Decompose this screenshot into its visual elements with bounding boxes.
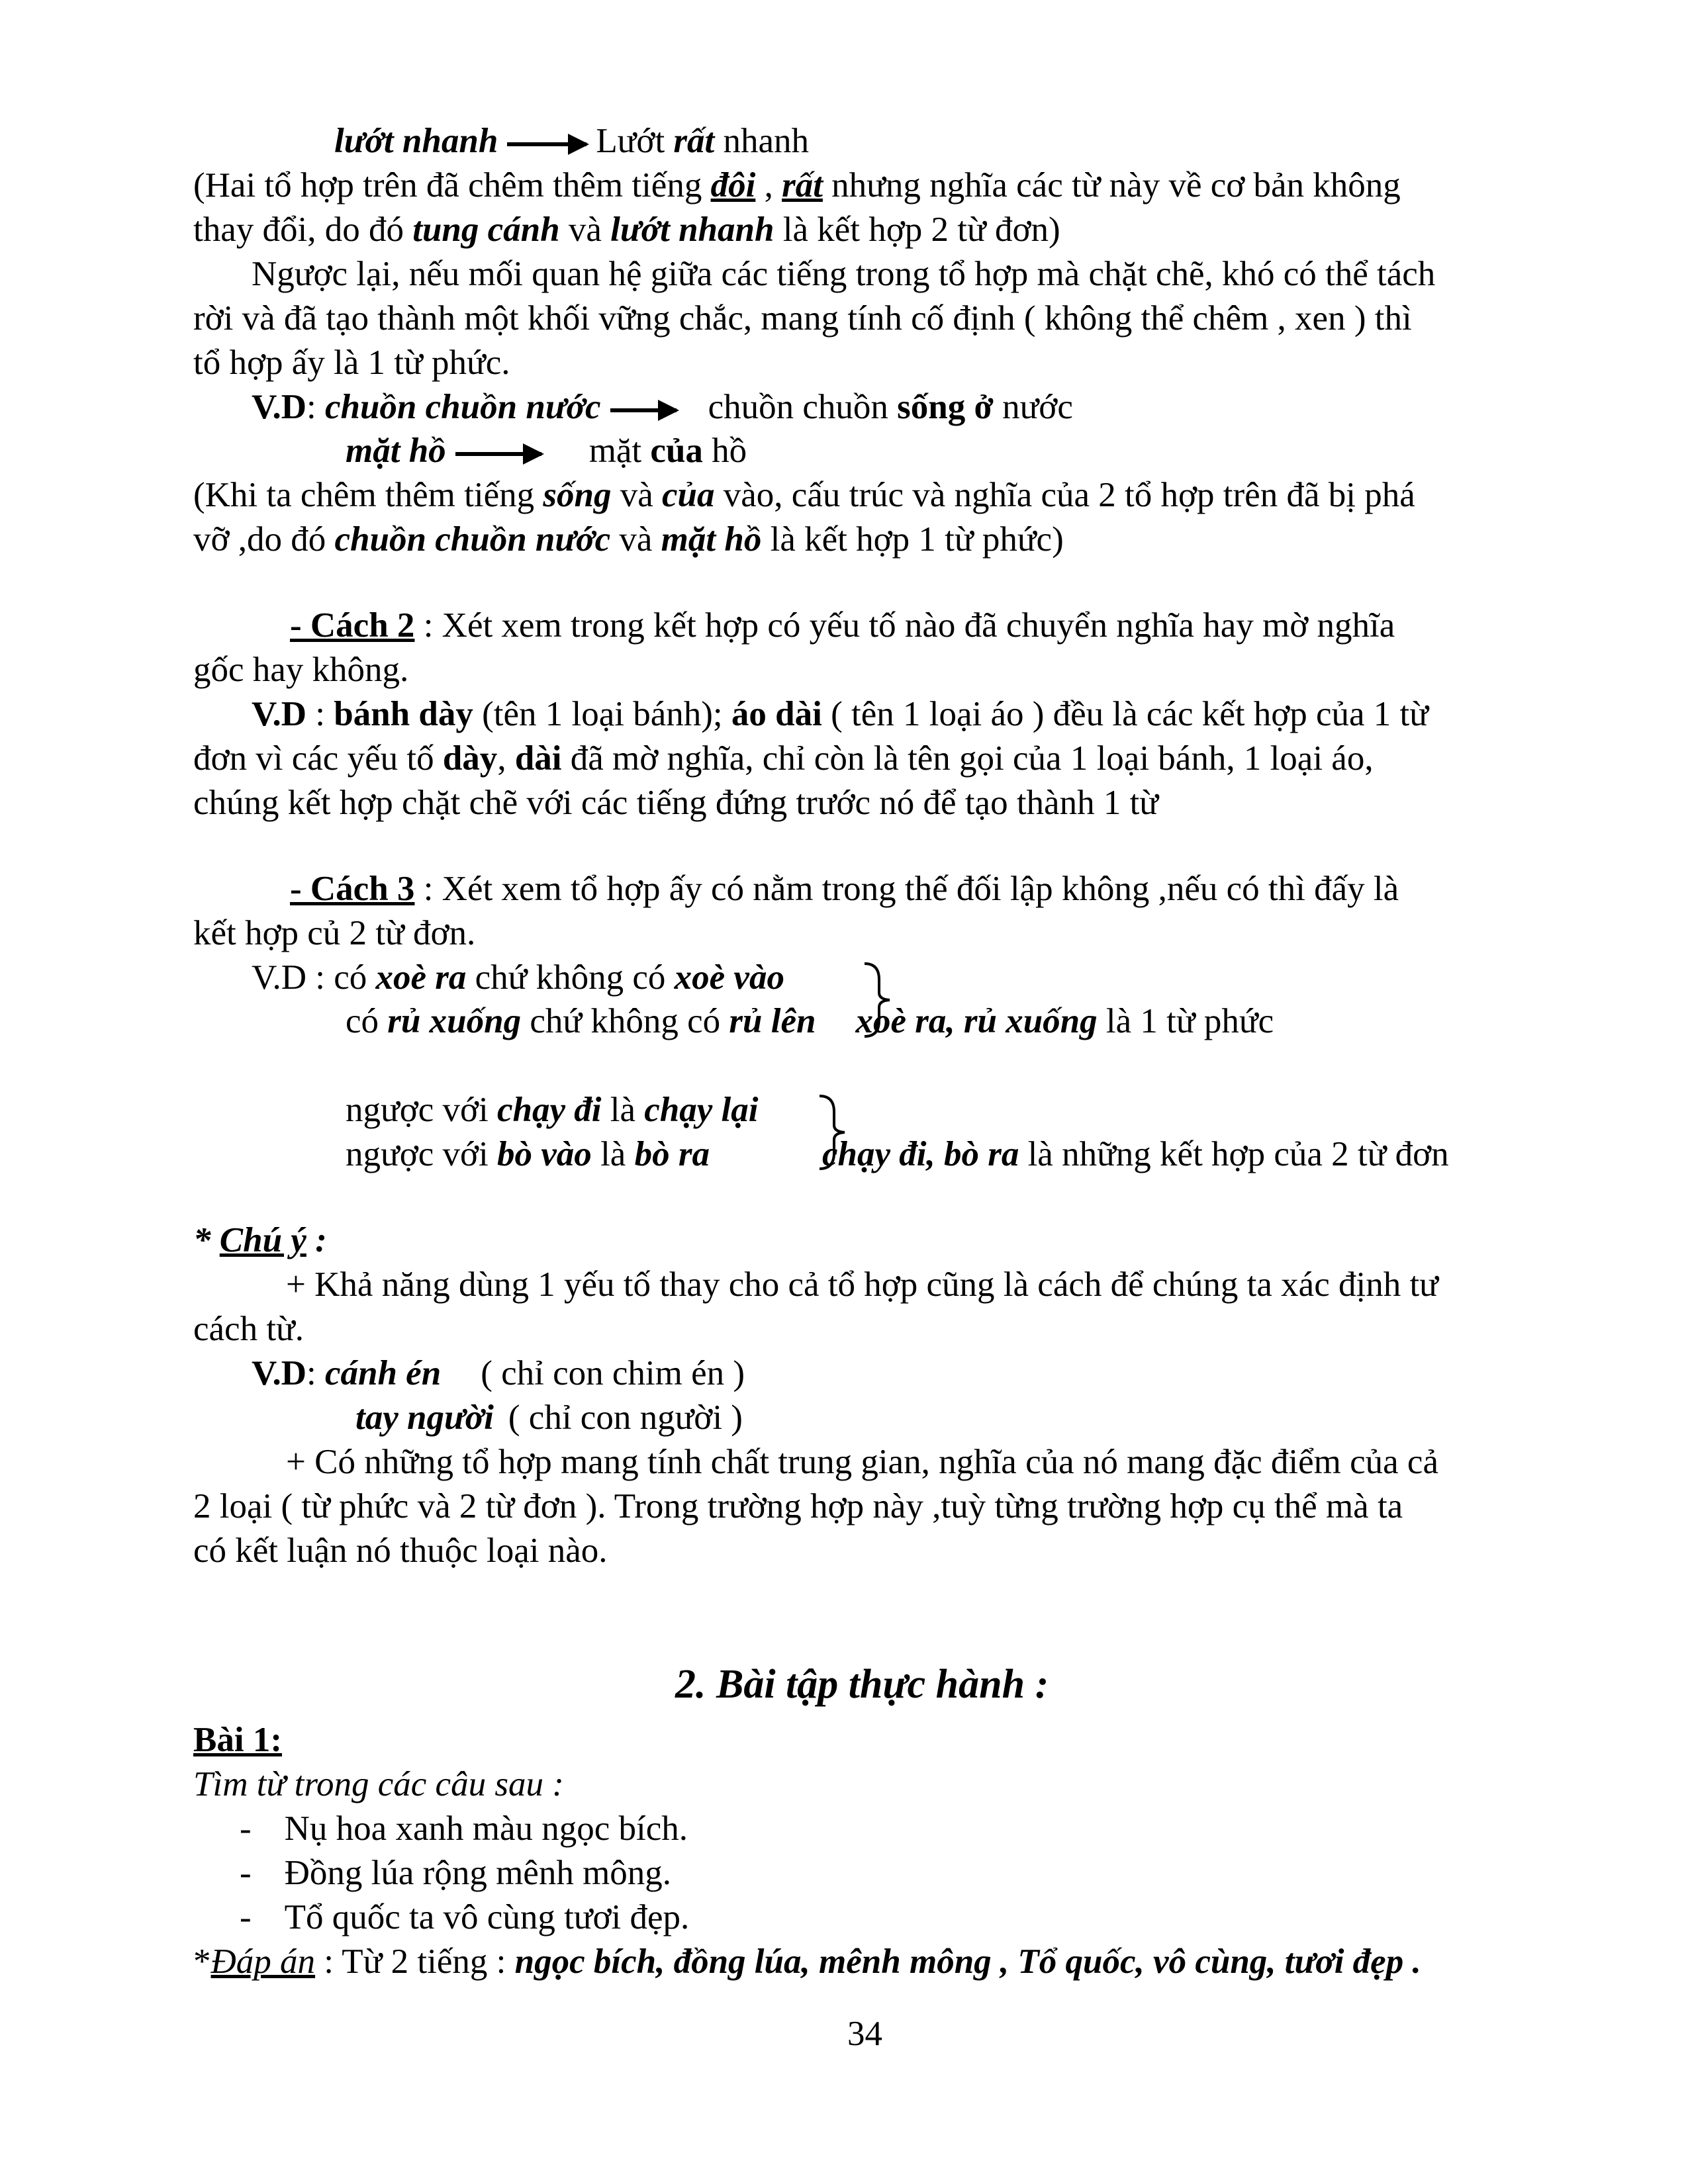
arrow-icon <box>610 408 677 412</box>
line-1: lướt nhanh Lướt rất nhanh <box>334 122 810 160</box>
line-25: V.D: cánh én ( chỉ con chim én ) <box>252 1354 745 1392</box>
exercise-heading: Bài 1: <box>193 1721 282 1759</box>
answer-line: *Đáp án : Từ 2 tiếng : ngọc bích, đồng lúa, mênh mông , Tổ quốc, vô cùng, tươi đẹp . <box>193 1942 1421 1981</box>
line-9: (Khi ta chêm thêm tiếng sống và của vào, cấu trúc và nghĩa của 2 tổ hợp trên đã bị phá <box>193 476 1415 514</box>
line-27: + Có những tổ hợp mang tính chất trung gian, nghĩa của nó mang đặc điểm của cả <box>286 1443 1438 1481</box>
line-4: Ngược lại, nếu mối quan hệ giữa các tiếng trong tổ hợp mà chặt chẽ, khó có thể tách <box>252 255 1436 293</box>
exercise-task: Tìm từ trong các câu sau : <box>193 1765 564 1803</box>
line-28: 2 loại ( từ phức và 2 từ đơn ). Trong trường hợp này ,tuỳ từng trường hợp cụ thể mà ta <box>193 1487 1403 1525</box>
list-item: - Đồng lúa rộng mênh mông. <box>240 1854 672 1892</box>
line-13: V.D : bánh dày (tên 1 loại bánh); áo dài ( tên 1 loại áo ) đều là các kết hợp của 1 từ <box>252 695 1429 733</box>
line-19: có rủ xuống chứ không có rủ lên xoè ra, rủ xuống là 1 từ phức <box>346 1002 1274 1040</box>
line-12: gốc hay không. <box>193 651 409 689</box>
line-14: đơn vì các yếu tố dày, dài đã mờ nghĩa, chỉ còn là tên gọi của 1 loại bánh, 1 loại áo, <box>193 739 1374 778</box>
page-number: 34 <box>847 2015 882 2053</box>
line-2: (Hai tổ hợp trên đã chêm thêm tiếng đôi , rất nhưng nghĩa các từ này về cơ bản không <box>193 166 1401 205</box>
line-24: cách từ. <box>193 1310 305 1348</box>
line-29: có kết luận nó thuộc loại nào. <box>193 1531 608 1570</box>
line-17: kết hợp củ 2 từ đơn. <box>193 914 476 952</box>
line-11: - Cách 2 : Xét xem trong kết hợp có yếu tố nào đã chuyển nghĩa hay mờ nghĩa <box>290 606 1395 645</box>
list-item: - Nụ hoa xanh màu ngọc bích. <box>240 1809 688 1848</box>
line-16: - Cách 3 : Xét xem tổ hợp ấy có nằm trong thế đối lập không ,nếu có thì đấy là <box>290 870 1399 908</box>
line-18: V.D : có xoè ra chứ không có xoè vào <box>252 958 784 997</box>
right-brace-icon <box>816 1093 849 1171</box>
line-3: thay đổi, do đó tung cánh và lướt nhanh là kết hợp 2 từ đơn) <box>193 210 1060 249</box>
line-26: tay người ( chỉ con người ) <box>355 1398 743 1437</box>
arrow-icon <box>507 142 586 146</box>
line-10: vỡ ,do đó chuồn chuồn nước và mặt hồ là kết hợp 1 từ phức) <box>193 520 1064 559</box>
right-brace-icon <box>861 961 894 1039</box>
line-7: V.D: chuồn chuồn nước chuồn chuồn sống ở nước <box>252 388 1073 426</box>
line-5: rời và đã tạo thành một khối vững chắc, mang tính cố định ( không thể chêm , xen ) thì <box>193 299 1412 338</box>
line-8: mặt hồ mặt của hồ <box>346 432 747 470</box>
line-23: + Khả năng dùng 1 yếu tố thay cho cả tổ hợp cũng là cách để chúng ta xác định tư <box>286 1265 1438 1304</box>
arrow-icon <box>455 452 541 456</box>
line-21: ngược với bò vào là bò ra chạy đi, bò ra là những kết hợp của 2 từ đơn <box>346 1135 1449 1173</box>
note-heading: * Chú ý : <box>193 1221 327 1259</box>
line-6: tổ hợp ấy là 1 từ phức. <box>193 343 510 382</box>
line-15: chúng kết hợp chặt chẽ với các tiếng đứng trước nó để tạo thành 1 từ <box>193 784 1159 822</box>
list-item: - Tổ quốc ta vô cùng tươi đẹp. <box>240 1898 690 1936</box>
section-title: 2. Bài tập thực hành : <box>675 1662 1049 1707</box>
line-20: ngược với chạy đi là chạy lại <box>346 1091 759 1129</box>
